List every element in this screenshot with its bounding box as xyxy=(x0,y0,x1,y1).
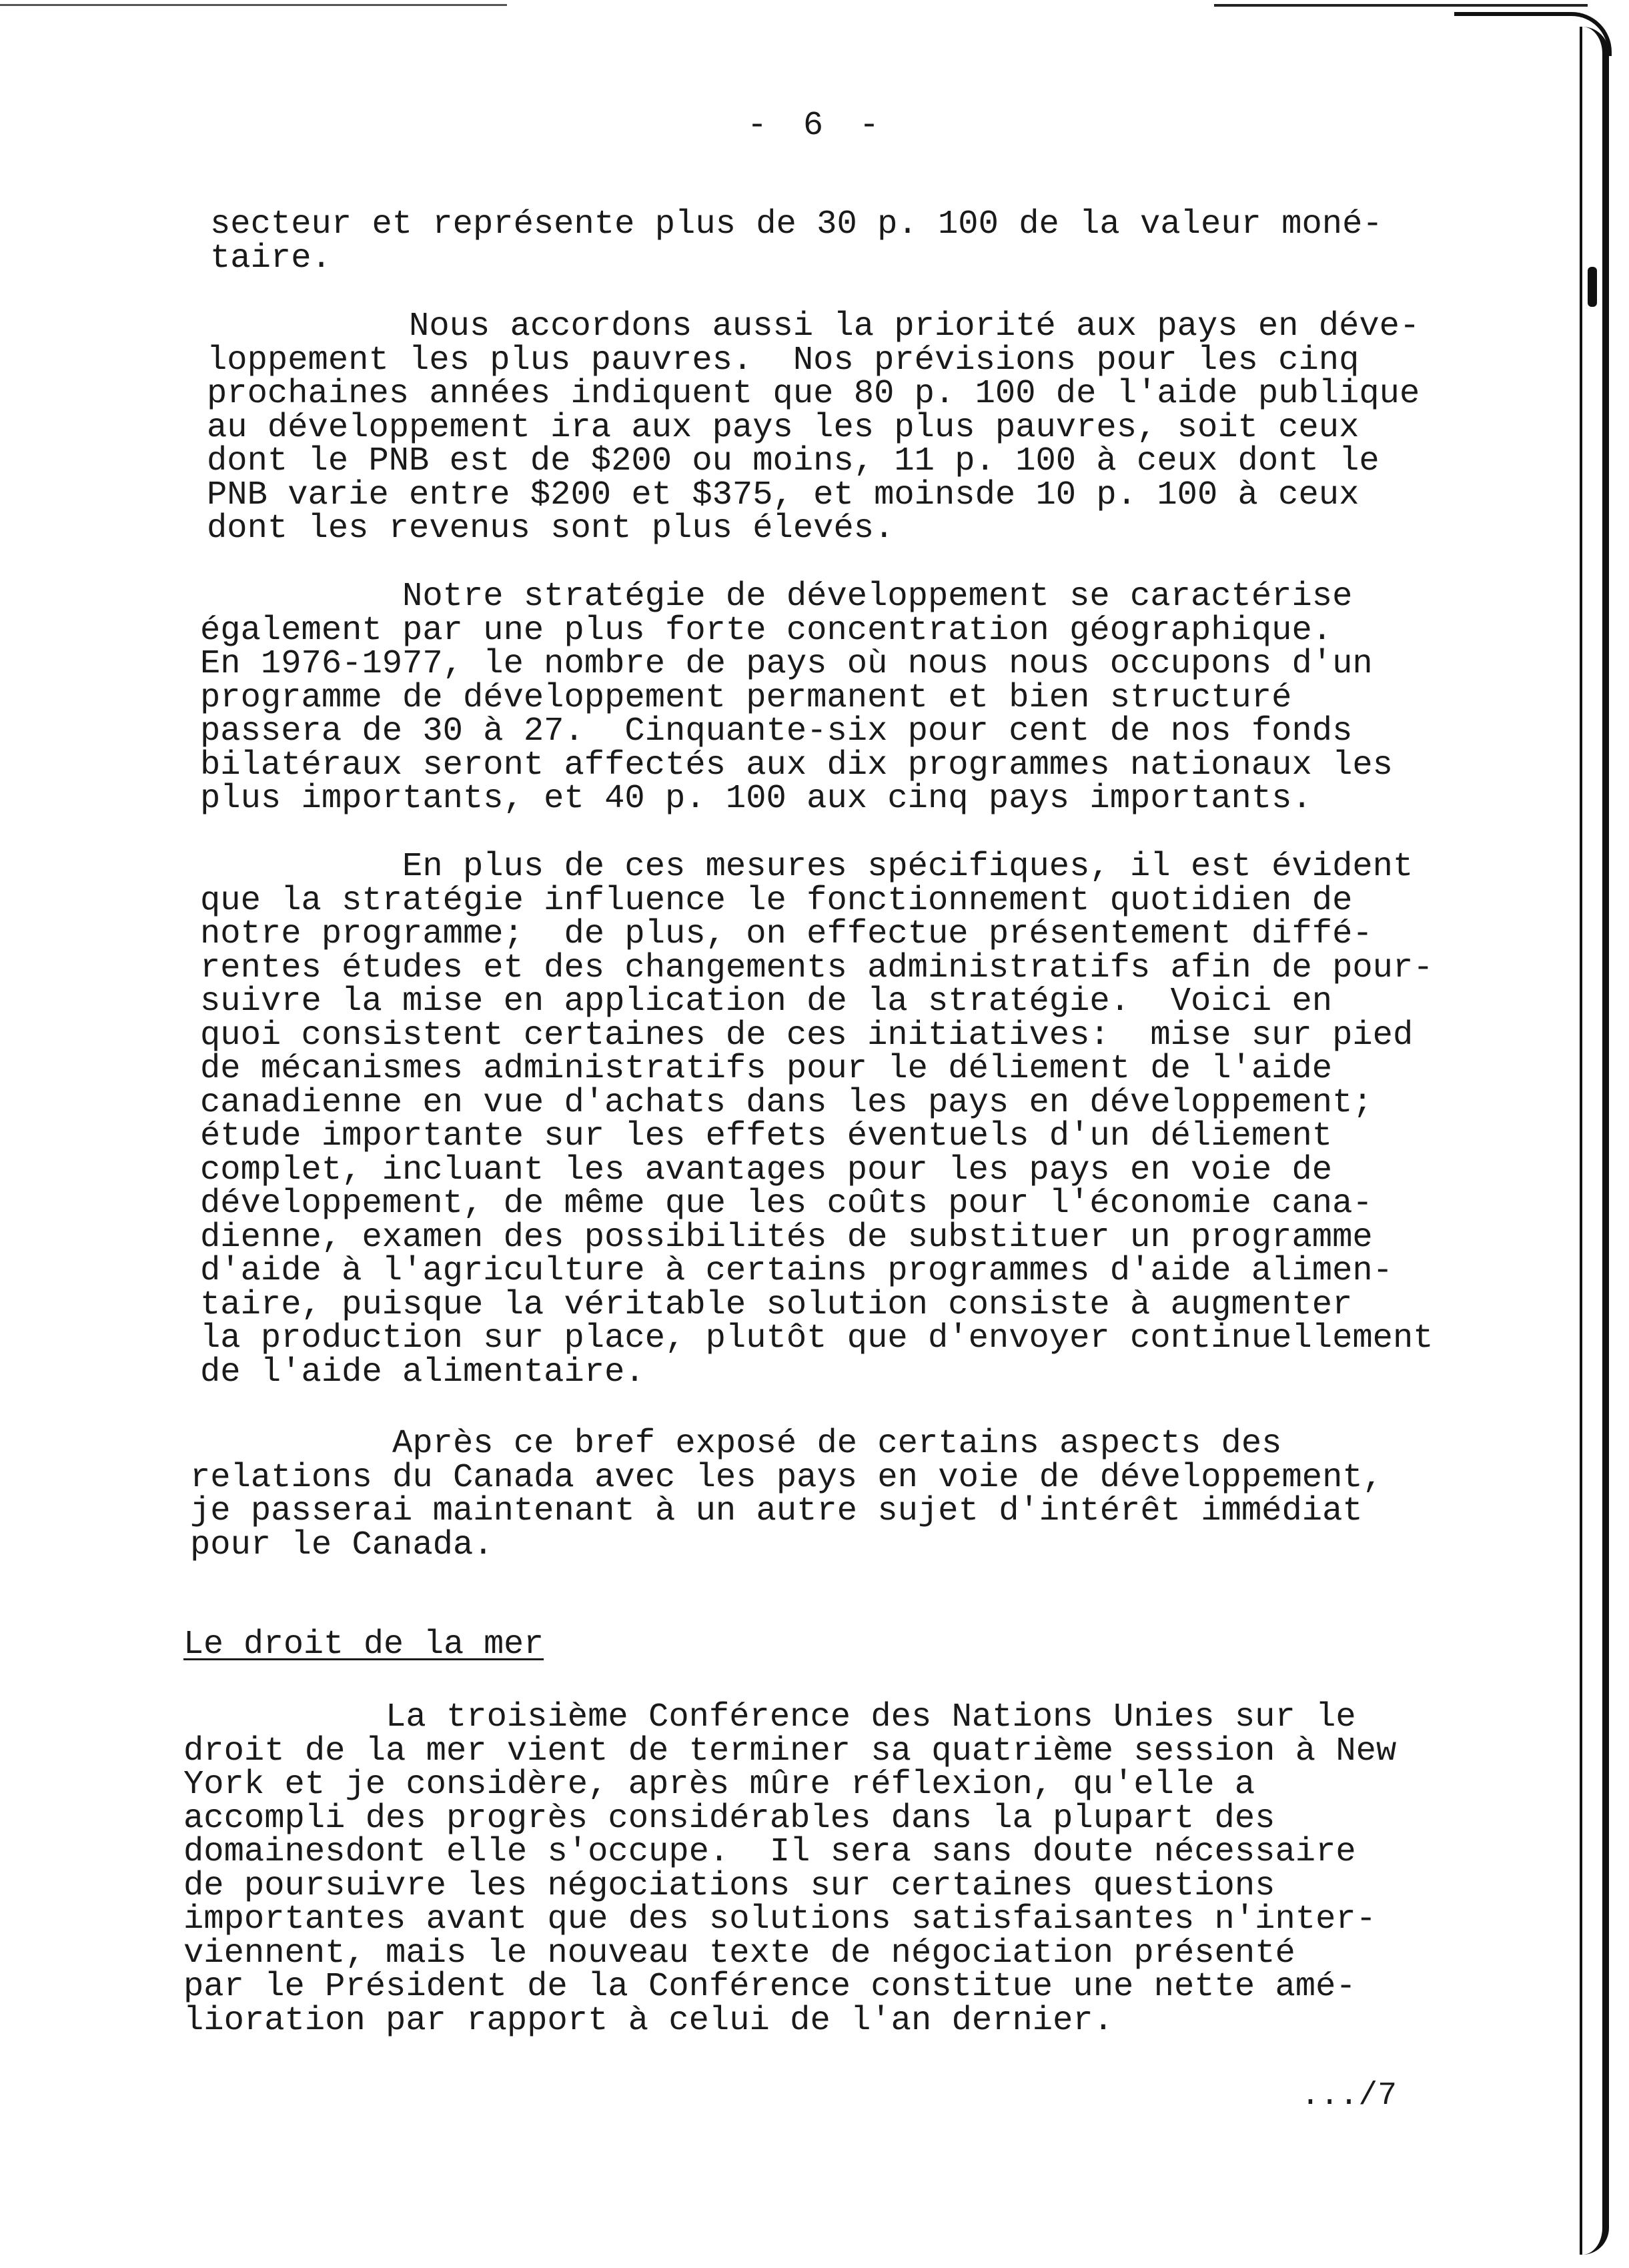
paragraph-5: Après ce bref exposé de certains aspects des relations du Canada avec les pays en voie de développement, je passerai maintenant à un autre sujet d'intérêt immédiat pour le Canada. xyxy=(190,1425,1383,1564)
paragraph-3: Notre stratégie de développement se caractérise également par une plus forte concentration géographique. En 1976-1977, le nombre de pays où nous nous occupons d'un programme de développement permanent et bien structuré passera de 30 à 27. Cinquante-six pour cent de nos fonds bilatéraux seront affectés aux dix programmes nationaux les plus importants, et 40 p. 100 aux cinq pays importants. xyxy=(200,578,1393,818)
paragraph-6: La troisième Conférence des Nations Unies sur le droit de la mer vient de terminer sa quatrième session à New York et je considère, après mûre réflexion, qu'elle a accompli des progrès considérables dans la plupart des domainesdont elle s'occupe. Il sera sans doute nécessaire de poursuivre les négociations sur certaines questions importantes avant que des solutions satisfaisantes n'inter- viennent, mais le nouveau texte de négociation présenté par le Président de la Conférence constitue une nette amé- lioration par rapport à celui de l'an dernier. xyxy=(183,1698,1397,2040)
continuation-marker: .../7 xyxy=(1301,2078,1398,2114)
binder-edge xyxy=(1580,27,1609,2255)
paragraph-4: En plus de ces mesures spécifiques, il est évident que la stratégie influence le fonctionnement quotidien de notre programme; de plus, on effectue présentement diffé- rentes études et des changements administratifs afin de pour- suivre la mise en application de la stratégie. Voici en quoi consistent certaines de ces initiatives: mise sur pied de mécanismes administratifs pour le déliement de l'aide canadienne en vue d'achats dans les pays en développement; étude importante sur les effets éventuels d'un déliement complet, incluant les avantages pour les pays en voie de développement, de même que les coûts pour l'économie cana- dienne, examen des possibilités de substituer un programme d'aide à l'agriculture à certains programmes d'aide alimen- taire, puisque la véritable solution consiste à augmenter la production sur place, plutôt que d'envoyer continuellement de l'aide alimentaire. xyxy=(200,848,1434,1391)
paragraph-2: Nous accordons aussi la priorité aux pays en déve- loppement les plus pauvres. Nos prévisions pour les cinq prochaines années indiquent que 80 p. 100 de l'aide publique au développement ira aux pays les plus pauvres, soit ceux dont le PNB est de $200 ou moins, 11 p. 100 à ceux dont le PNB varie entre $200 et $375, et moinsde 10 p. 100 à ceux dont les revenus sont plus élevés. xyxy=(207,308,1420,548)
paragraph-1: secteur et représente plus de 30 p. 100 de la valeur moné- taire. xyxy=(210,205,1383,277)
page-number: - 6 - xyxy=(747,107,888,145)
section-heading: Le droit de la mer xyxy=(183,1626,544,1664)
binder-mark xyxy=(1588,267,1597,307)
scan-top-rule-left xyxy=(0,4,507,6)
scan-top-rule-right xyxy=(1214,4,1588,7)
